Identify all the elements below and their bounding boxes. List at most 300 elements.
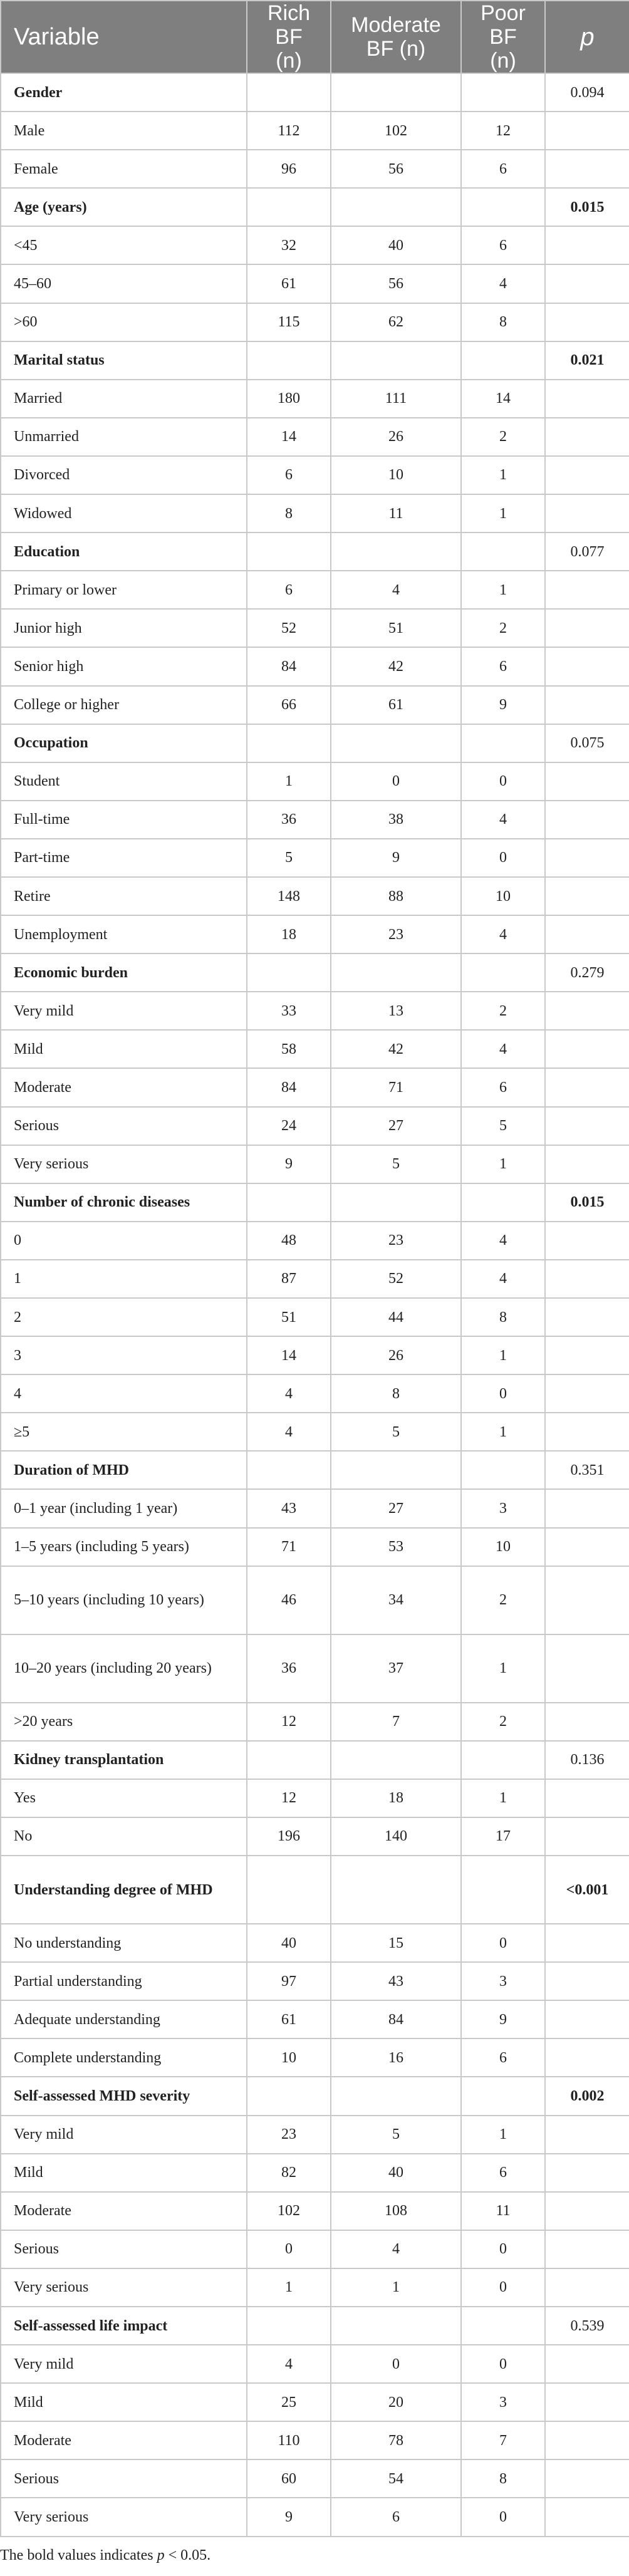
row-label: Very mild bbox=[1, 2116, 247, 2154]
p-value bbox=[545, 226, 629, 264]
moderate-bf-count: 11 bbox=[331, 494, 461, 532]
p-value bbox=[545, 2192, 629, 2230]
poor-bf-count: 2 bbox=[461, 418, 545, 456]
row-label: Female bbox=[1, 150, 247, 188]
rich-bf-count: 4 bbox=[247, 2345, 331, 2383]
poor-bf-count: 0 bbox=[461, 762, 545, 801]
row-label: Divorced bbox=[1, 456, 247, 494]
table-row bbox=[1, 1413, 629, 1451]
table-row bbox=[1, 647, 629, 685]
rich-bf-count: 96 bbox=[247, 150, 331, 188]
poor-bf-count bbox=[461, 1183, 545, 1222]
rich-bf-count: 43 bbox=[247, 1489, 331, 1527]
moderate-bf-count bbox=[331, 1183, 461, 1222]
poor-bf-count: 1 bbox=[461, 1779, 545, 1817]
moderate-bf-count: 34 bbox=[331, 1566, 461, 1634]
header-moderate-line2: BF (n) bbox=[366, 37, 426, 61]
rich-bf-count: 115 bbox=[247, 303, 331, 341]
table-row bbox=[1, 150, 629, 188]
poor-bf-count bbox=[461, 532, 545, 571]
p-value bbox=[545, 2268, 629, 2307]
table-row bbox=[1, 1962, 629, 2000]
rich-bf-count: 110 bbox=[247, 2421, 331, 2459]
table-row bbox=[1, 1030, 629, 1068]
row-label: Kidney transplantation bbox=[1, 1741, 247, 1779]
row-label: Part-time bbox=[1, 839, 247, 877]
p-value: 0.075 bbox=[545, 724, 629, 762]
row-label: Duration of MHD bbox=[1, 1451, 247, 1489]
row-label: Age (years) bbox=[1, 188, 247, 226]
row-label: Yes bbox=[1, 1779, 247, 1817]
row-label: Education bbox=[1, 532, 247, 571]
row-label: Very serious bbox=[1, 2268, 247, 2307]
rich-bf-count: 40 bbox=[247, 1924, 331, 1962]
row-label: Occupation bbox=[1, 724, 247, 762]
poor-bf-count bbox=[461, 1451, 545, 1489]
rich-bf-count: 84 bbox=[247, 647, 331, 685]
moderate-bf-count: 1 bbox=[331, 2268, 461, 2307]
p-value: 0.279 bbox=[545, 953, 629, 992]
row-label: Complete understanding bbox=[1, 2038, 247, 2077]
p-value bbox=[545, 2116, 629, 2154]
rich-bf-count: 60 bbox=[247, 2459, 331, 2498]
rich-bf-count: 66 bbox=[247, 686, 331, 724]
header-moderate-line1: Moderate bbox=[351, 13, 441, 37]
p-value bbox=[545, 112, 629, 150]
poor-bf-count: 2 bbox=[461, 1703, 545, 1741]
section-header-row bbox=[1, 1183, 629, 1222]
row-label: College or higher bbox=[1, 686, 247, 724]
poor-bf-count: 8 bbox=[461, 303, 545, 341]
moderate-bf-count: 61 bbox=[331, 686, 461, 724]
table-row bbox=[1, 1374, 629, 1413]
p-value: 0.021 bbox=[545, 341, 629, 380]
row-label: Adequate understanding bbox=[1, 2000, 247, 2038]
poor-bf-count: 0 bbox=[461, 2268, 545, 2307]
p-value: 0.077 bbox=[545, 532, 629, 571]
poor-bf-count: 6 bbox=[461, 1068, 545, 1106]
row-label: Very mild bbox=[1, 992, 247, 1030]
p-value bbox=[545, 2038, 629, 2077]
poor-bf-count: 1 bbox=[461, 456, 545, 494]
row-label: Gender bbox=[1, 73, 247, 112]
poor-bf-count: 4 bbox=[461, 264, 545, 303]
rich-bf-count: 97 bbox=[247, 1962, 331, 2000]
table-row bbox=[1, 226, 629, 264]
p-value: 0.015 bbox=[545, 188, 629, 226]
moderate-bf-count bbox=[331, 341, 461, 380]
p-value bbox=[545, 418, 629, 456]
p-value bbox=[545, 1634, 629, 1703]
p-value bbox=[545, 571, 629, 609]
poor-bf-count bbox=[461, 1856, 545, 1924]
moderate-bf-count: 140 bbox=[331, 1817, 461, 1856]
table-row bbox=[1, 2383, 629, 2421]
moderate-bf-count: 0 bbox=[331, 2345, 461, 2383]
rich-bf-count bbox=[247, 2077, 331, 2115]
row-label: Moderate bbox=[1, 2421, 247, 2459]
moderate-bf-count: 26 bbox=[331, 1336, 461, 1374]
poor-bf-count: 12 bbox=[461, 112, 545, 150]
rich-bf-count: 4 bbox=[247, 1413, 331, 1451]
moderate-bf-count bbox=[331, 1856, 461, 1924]
rich-bf-count: 196 bbox=[247, 1817, 331, 1856]
section-header-row bbox=[1, 188, 629, 226]
poor-bf-count: 0 bbox=[461, 839, 545, 877]
row-label: No understanding bbox=[1, 1924, 247, 1962]
table-row bbox=[1, 2192, 629, 2230]
poor-bf-count: 0 bbox=[461, 2498, 545, 2536]
poor-bf-count: 1 bbox=[461, 1145, 545, 1183]
row-label: 3 bbox=[1, 1336, 247, 1374]
poor-bf-count: 6 bbox=[461, 150, 545, 188]
moderate-bf-count bbox=[331, 953, 461, 992]
row-label: Moderate bbox=[1, 2192, 247, 2230]
section-header-row bbox=[1, 953, 629, 992]
section-header-row bbox=[1, 2077, 629, 2115]
moderate-bf-count: 15 bbox=[331, 1924, 461, 1962]
poor-bf-count: 0 bbox=[461, 1924, 545, 1962]
table-row bbox=[1, 1298, 629, 1336]
rich-bf-count: 36 bbox=[247, 1634, 331, 1703]
row-label: Number of chronic diseases bbox=[1, 1183, 247, 1222]
header-poor-line1: Poor bbox=[481, 1, 526, 25]
moderate-bf-count bbox=[331, 1741, 461, 1779]
rich-bf-count: 48 bbox=[247, 1222, 331, 1260]
rich-bf-count: 84 bbox=[247, 1068, 331, 1106]
rich-bf-count bbox=[247, 188, 331, 226]
moderate-bf-count: 4 bbox=[331, 2230, 461, 2268]
p-value bbox=[545, 762, 629, 801]
moderate-bf-count: 108 bbox=[331, 2192, 461, 2230]
rich-bf-count: 12 bbox=[247, 1779, 331, 1817]
table-row bbox=[1, 1817, 629, 1856]
p-value: 0.015 bbox=[545, 1183, 629, 1222]
p-value bbox=[545, 303, 629, 341]
poor-bf-count: 1 bbox=[461, 571, 545, 609]
row-label: Mild bbox=[1, 1030, 247, 1068]
moderate-bf-count: 38 bbox=[331, 801, 461, 839]
section-header-row bbox=[1, 1856, 629, 1924]
poor-bf-count: 14 bbox=[461, 380, 545, 418]
p-value bbox=[545, 1703, 629, 1741]
table-row bbox=[1, 2421, 629, 2459]
moderate-bf-count: 62 bbox=[331, 303, 461, 341]
poor-bf-count bbox=[461, 724, 545, 762]
poor-bf-count: 6 bbox=[461, 647, 545, 685]
row-label: 0 bbox=[1, 1222, 247, 1260]
table-row bbox=[1, 915, 629, 953]
row-label: Very serious bbox=[1, 1145, 247, 1183]
moderate-bf-count: 42 bbox=[331, 1030, 461, 1068]
table-row bbox=[1, 303, 629, 341]
table-row bbox=[1, 877, 629, 915]
moderate-bf-count: 5 bbox=[331, 2116, 461, 2154]
rich-bf-count: 61 bbox=[247, 264, 331, 303]
moderate-bf-count: 43 bbox=[331, 1962, 461, 2000]
table-row bbox=[1, 1222, 629, 1260]
poor-bf-count: 1 bbox=[461, 494, 545, 532]
poor-bf-count: 11 bbox=[461, 2192, 545, 2230]
row-label: Mild bbox=[1, 2383, 247, 2421]
row-label: Junior high bbox=[1, 609, 247, 647]
moderate-bf-count bbox=[331, 2307, 461, 2345]
moderate-bf-count: 78 bbox=[331, 2421, 461, 2459]
poor-bf-count: 6 bbox=[461, 2154, 545, 2192]
poor-bf-count bbox=[461, 953, 545, 992]
row-label: Male bbox=[1, 112, 247, 150]
row-label: Unmarried bbox=[1, 418, 247, 456]
p-value bbox=[545, 686, 629, 724]
rich-bf-count: 52 bbox=[247, 609, 331, 647]
header-rich-line2: BF (n) bbox=[275, 25, 303, 73]
row-label: 1 bbox=[1, 1260, 247, 1298]
moderate-bf-count: 7 bbox=[331, 1703, 461, 1741]
p-value bbox=[545, 1924, 629, 1962]
rich-bf-count: 46 bbox=[247, 1566, 331, 1634]
p-value bbox=[545, 1489, 629, 1527]
rich-bf-count: 1 bbox=[247, 2268, 331, 2307]
moderate-bf-count: 5 bbox=[331, 1145, 461, 1183]
poor-bf-count: 1 bbox=[461, 1413, 545, 1451]
moderate-bf-count: 10 bbox=[331, 456, 461, 494]
footnote-prefix: The bold values indicates bbox=[0, 2547, 157, 2563]
row-label: ≥5 bbox=[1, 1413, 247, 1451]
rich-bf-count: 102 bbox=[247, 2192, 331, 2230]
rich-bf-count bbox=[247, 73, 331, 112]
moderate-bf-count: 26 bbox=[331, 418, 461, 456]
moderate-bf-count bbox=[331, 2077, 461, 2115]
moderate-bf-count: 40 bbox=[331, 226, 461, 264]
rich-bf-count: 23 bbox=[247, 2116, 331, 2154]
footnote bbox=[0, 2547, 629, 2564]
row-label: Student bbox=[1, 762, 247, 801]
rich-bf-count: 25 bbox=[247, 2383, 331, 2421]
section-header-row bbox=[1, 724, 629, 762]
moderate-bf-count: 20 bbox=[331, 2383, 461, 2421]
p-value bbox=[545, 992, 629, 1030]
moderate-bf-count: 111 bbox=[331, 380, 461, 418]
table-row bbox=[1, 418, 629, 456]
rich-bf-count bbox=[247, 2307, 331, 2345]
poor-bf-count: 4 bbox=[461, 1030, 545, 1068]
poor-bf-count bbox=[461, 188, 545, 226]
rich-bf-count: 8 bbox=[247, 494, 331, 532]
header-rich-line1: Rich bbox=[267, 1, 311, 25]
p-value bbox=[545, 839, 629, 877]
moderate-bf-count: 9 bbox=[331, 839, 461, 877]
p-value: 0.136 bbox=[545, 1741, 629, 1779]
poor-bf-count: 5 bbox=[461, 1107, 545, 1145]
moderate-bf-count: 23 bbox=[331, 1222, 461, 1260]
p-value bbox=[545, 801, 629, 839]
table-row bbox=[1, 571, 629, 609]
poor-bf-count: 10 bbox=[461, 1528, 545, 1566]
poor-bf-count: 7 bbox=[461, 2421, 545, 2459]
table-row bbox=[1, 2154, 629, 2192]
table-row bbox=[1, 456, 629, 494]
rich-bf-count: 6 bbox=[247, 571, 331, 609]
moderate-bf-count: 51 bbox=[331, 609, 461, 647]
moderate-bf-count bbox=[331, 532, 461, 571]
row-label: No bbox=[1, 1817, 247, 1856]
moderate-bf-count: 13 bbox=[331, 992, 461, 1030]
p-value bbox=[545, 647, 629, 685]
footnote-suffix: < 0.05. bbox=[164, 2547, 211, 2563]
section-header-row bbox=[1, 1741, 629, 1779]
poor-bf-count: 9 bbox=[461, 686, 545, 724]
moderate-bf-count bbox=[331, 73, 461, 112]
table-row bbox=[1, 1260, 629, 1298]
table-row bbox=[1, 2498, 629, 2536]
moderate-bf-count bbox=[331, 1451, 461, 1489]
moderate-bf-count bbox=[331, 188, 461, 226]
table-row bbox=[1, 1703, 629, 1741]
moderate-bf-count: 84 bbox=[331, 2000, 461, 2038]
row-label: Married bbox=[1, 380, 247, 418]
row-label: 5–10 years (including 10 years) bbox=[1, 1566, 247, 1634]
row-label: Serious bbox=[1, 2230, 247, 2268]
p-value bbox=[545, 1222, 629, 1260]
poor-bf-count: 0 bbox=[461, 2345, 545, 2383]
moderate-bf-count: 40 bbox=[331, 2154, 461, 2192]
p-value bbox=[545, 1528, 629, 1566]
moderate-bf-count: 6 bbox=[331, 2498, 461, 2536]
row-label: >60 bbox=[1, 303, 247, 341]
moderate-bf-count: 18 bbox=[331, 1779, 461, 1817]
row-label: 4 bbox=[1, 1374, 247, 1413]
p-value bbox=[545, 2230, 629, 2268]
row-label: Very mild bbox=[1, 2345, 247, 2383]
poor-bf-count: 1 bbox=[461, 1634, 545, 1703]
header-poor-line2: BF (n) bbox=[489, 25, 517, 73]
table-row bbox=[1, 112, 629, 150]
moderate-bf-count: 4 bbox=[331, 571, 461, 609]
rich-bf-count bbox=[247, 1856, 331, 1924]
rich-bf-count: 58 bbox=[247, 1030, 331, 1068]
row-label: Full-time bbox=[1, 801, 247, 839]
p-value: 0.539 bbox=[545, 2307, 629, 2345]
moderate-bf-count: 71 bbox=[331, 1068, 461, 1106]
table-row bbox=[1, 2345, 629, 2383]
table-row bbox=[1, 1145, 629, 1183]
rich-bf-count bbox=[247, 1183, 331, 1222]
p-value bbox=[545, 380, 629, 418]
p-value bbox=[545, 2345, 629, 2383]
p-value: 0.094 bbox=[545, 73, 629, 112]
rich-bf-count: 61 bbox=[247, 2000, 331, 2038]
poor-bf-count: 10 bbox=[461, 877, 545, 915]
moderate-bf-count: 23 bbox=[331, 915, 461, 953]
row-label: Unemployment bbox=[1, 915, 247, 953]
row-label: Understanding degree of MHD bbox=[1, 1856, 247, 1924]
p-value bbox=[545, 2154, 629, 2192]
rich-bf-count: 9 bbox=[247, 2498, 331, 2536]
rich-bf-count: 24 bbox=[247, 1107, 331, 1145]
table-row bbox=[1, 2230, 629, 2268]
table-body bbox=[1, 73, 629, 2537]
rich-bf-count bbox=[247, 532, 331, 571]
row-label: 0–1 year (including 1 year) bbox=[1, 1489, 247, 1527]
p-value bbox=[545, 1374, 629, 1413]
table-row bbox=[1, 380, 629, 418]
poor-bf-count: 4 bbox=[461, 801, 545, 839]
rich-bf-count: 14 bbox=[247, 1336, 331, 1374]
table-row bbox=[1, 1068, 629, 1106]
row-label: Moderate bbox=[1, 1068, 247, 1106]
moderate-bf-count: 27 bbox=[331, 1489, 461, 1527]
header-rich-bf bbox=[247, 1, 331, 73]
poor-bf-count: 1 bbox=[461, 2116, 545, 2154]
table-row bbox=[1, 1489, 629, 1527]
poor-bf-count: 8 bbox=[461, 2459, 545, 2498]
row-label: Retire bbox=[1, 877, 247, 915]
p-value bbox=[545, 1298, 629, 1336]
row-label: Very serious bbox=[1, 2498, 247, 2536]
section-header-row bbox=[1, 532, 629, 571]
p-value bbox=[545, 1336, 629, 1374]
rich-bf-count: 12 bbox=[247, 1703, 331, 1741]
moderate-bf-count: 27 bbox=[331, 1107, 461, 1145]
p-value bbox=[545, 915, 629, 953]
table-row bbox=[1, 1566, 629, 1634]
p-value bbox=[545, 1779, 629, 1817]
table-row bbox=[1, 2116, 629, 2154]
rich-bf-count bbox=[247, 724, 331, 762]
table-row bbox=[1, 2000, 629, 2038]
poor-bf-count: 4 bbox=[461, 1260, 545, 1298]
row-label: Marital status bbox=[1, 341, 247, 380]
table-row bbox=[1, 1336, 629, 1374]
rich-bf-count: 18 bbox=[247, 915, 331, 953]
header-variable: Variable bbox=[1, 1, 247, 73]
rich-bf-count: 5 bbox=[247, 839, 331, 877]
rich-bf-count: 36 bbox=[247, 801, 331, 839]
p-value bbox=[545, 494, 629, 532]
footnote-p-symbol: p bbox=[157, 2547, 165, 2563]
p-value bbox=[545, 1068, 629, 1106]
row-label: 1–5 years (including 5 years) bbox=[1, 1528, 247, 1566]
rich-bf-count bbox=[247, 953, 331, 992]
table-row bbox=[1, 686, 629, 724]
moderate-bf-count: 54 bbox=[331, 2459, 461, 2498]
p-value bbox=[545, 2459, 629, 2498]
rich-bf-count: 1 bbox=[247, 762, 331, 801]
p-value bbox=[545, 2421, 629, 2459]
poor-bf-count: 2 bbox=[461, 609, 545, 647]
row-label: Self-assessed MHD severity bbox=[1, 2077, 247, 2115]
table-row bbox=[1, 1924, 629, 1962]
p-value bbox=[545, 1413, 629, 1451]
table-row bbox=[1, 1634, 629, 1703]
p-value bbox=[545, 877, 629, 915]
header-poor-bf bbox=[461, 1, 545, 73]
p-value bbox=[545, 1260, 629, 1298]
rich-bf-count: 32 bbox=[247, 226, 331, 264]
p-value bbox=[545, 1030, 629, 1068]
p-value bbox=[545, 2383, 629, 2421]
poor-bf-count: 4 bbox=[461, 1222, 545, 1260]
p-value bbox=[545, 1962, 629, 2000]
table-row bbox=[1, 494, 629, 532]
poor-bf-count: 6 bbox=[461, 226, 545, 264]
poor-bf-count bbox=[461, 2307, 545, 2345]
rich-bf-count: 10 bbox=[247, 2038, 331, 2077]
rich-bf-count: 9 bbox=[247, 1145, 331, 1183]
p-value bbox=[545, 1107, 629, 1145]
p-value bbox=[545, 2000, 629, 2038]
poor-bf-count: 0 bbox=[461, 2230, 545, 2268]
